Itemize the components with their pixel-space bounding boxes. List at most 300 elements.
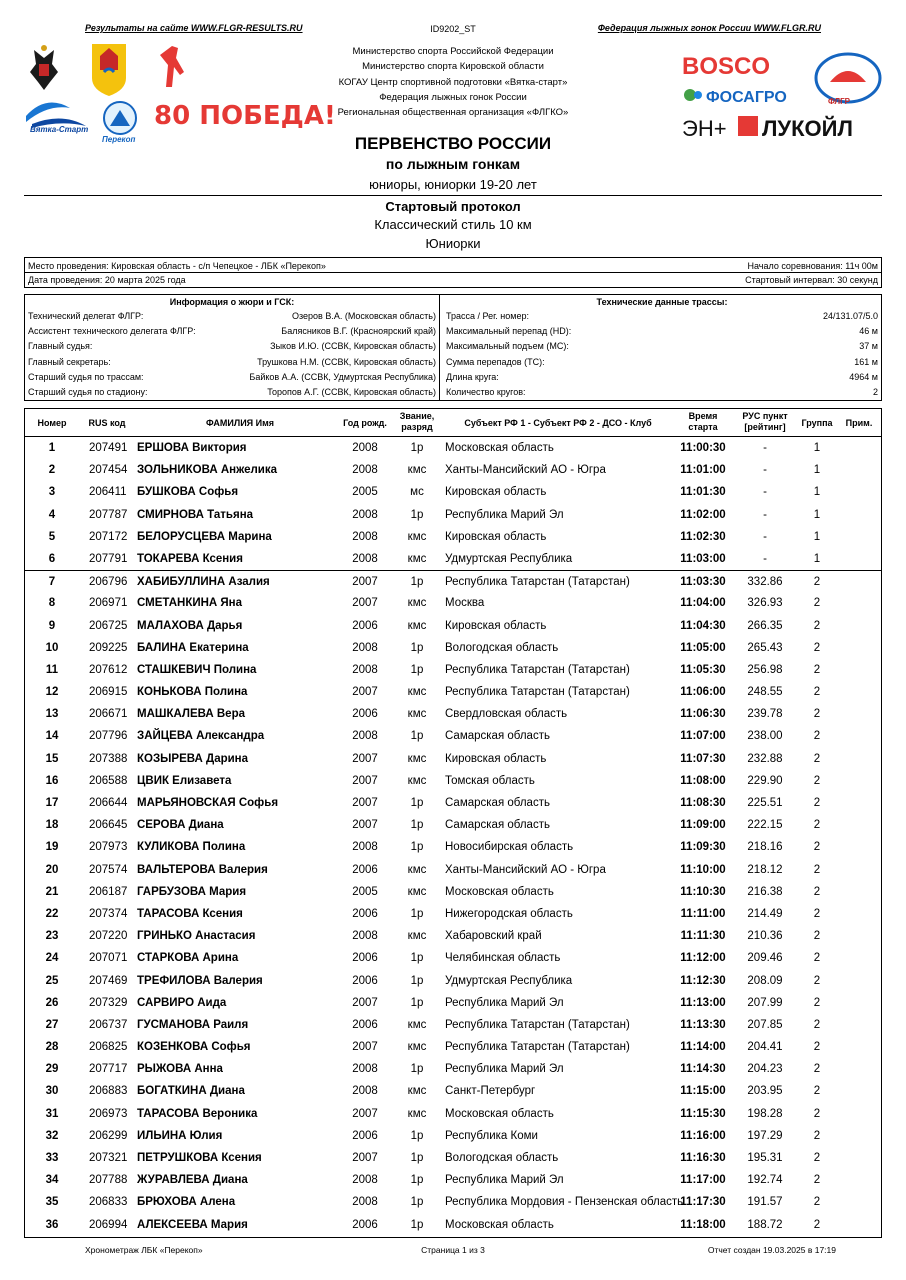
table-row [25,548,881,570]
jury-header: Информация о жюри и ГСК: [169,297,295,307]
row-group: 2 [813,797,821,809]
row-number: 15 [45,752,59,765]
row-name: СМИРНОВА Татьяна [137,508,254,521]
row-group: 2 [813,1041,821,1054]
row-group: 2 [813,1063,821,1076]
row-year: 2007 [352,686,378,699]
table-row [25,947,881,969]
table-row [25,725,881,747]
row-number: 2 [48,464,56,477]
row-region: Вологодская область [445,1152,559,1164]
track-row: Количество кругов: 2 [446,386,878,397]
race-group: Юниорки [425,236,481,251]
row-start-time: 11:08:30 [680,797,726,809]
row-rus-code: 206994 [89,1218,128,1231]
row-name: ГАРБУЗОВА Мария [137,885,247,898]
row-year: 2008 [352,841,378,854]
svg-text:ФЛГР: ФЛГР [828,97,851,106]
row-name: СТАРКОВА Арина [137,952,239,965]
en-plus-logo: ЭН+ [682,116,727,141]
row-rank: кмс [407,552,427,565]
row-rank: 1р [410,576,424,589]
row-rus-code: 206971 [89,597,128,610]
table-row [25,1036,881,1058]
row-rank: кмс [407,708,427,721]
row-group: 2 [813,1174,821,1187]
row-group: 2 [813,774,821,787]
row-region: Кировская область [445,619,547,632]
row-points: - [763,552,767,565]
row-start-time: 11:14:00 [680,1041,726,1054]
row-rank: кмс [407,1085,427,1098]
table-row [25,1214,881,1236]
jury-panel [25,295,440,400]
bosco-logo: BOSCO [682,53,771,80]
jury-and-track-info [24,294,882,401]
row-year: 2008 [352,1063,378,1076]
table-row [25,792,881,814]
row-start-time: 11:06:30 [680,708,726,721]
row-start-time: 11:02:30 [680,530,726,543]
row-year: 2007 [352,576,378,589]
row-rus-code: 206737 [89,1018,128,1031]
row-name: САРВИРО Аида [137,996,227,1009]
row-rus-code: 206645 [89,819,128,832]
row-points: - [763,442,767,454]
org-line: Министерство спорта Кировской области [362,61,544,73]
row-rank: 1р [410,1063,424,1076]
svg-text:ФОСАГРО: ФОСАГРО [706,89,787,106]
row-start-time: 11:03:00 [680,552,726,565]
row-year: 2008 [352,464,378,477]
row-year: 2006 [352,1018,378,1031]
row-name: ЗАЙЦЕВА Александра [137,730,265,743]
row-name: КОЗЫРЕВА Дарина [137,752,249,765]
row-rus-code: 207388 [89,752,128,765]
venue-date: Дата проведения: 20 марта 2025 года [28,275,186,285]
row-rank: 1р [410,641,424,654]
row-number: 11 [45,663,59,676]
row-start-time: 11:10:00 [680,863,726,876]
row-start-time: 11:07:00 [680,730,726,743]
row-region: Республика Мордовия - Пензенская область [445,1196,684,1209]
row-year: 2005 [352,486,378,499]
row-points: 198.28 [747,1107,783,1120]
row-year: 2008 [352,530,378,543]
row-region: Республика Татарстан (Татарстан) [445,663,630,676]
row-points: 248.55 [747,686,783,699]
victory-80-text: 80 ПОБЕДА! [154,101,336,131]
row-start-time: 11:04:30 [680,619,726,632]
row-group: 2 [813,907,821,920]
row-rus-code: 207220 [89,930,128,943]
row-region: Самарская область [445,797,550,809]
row-rank: кмс [407,619,427,632]
row-rus-code: 206187 [89,885,128,898]
event-title: ПЕРВЕНСТВО РОССИИ [354,134,552,153]
row-rank: кмс [407,597,427,610]
row-start-time: 11:15:30 [680,1107,726,1120]
row-points: 256.98 [747,663,783,676]
table-row [25,1058,881,1080]
table-row [25,1147,881,1169]
row-name: АЛЕКСЕЕВА Мария [137,1218,248,1231]
row-region: Удмуртская Республика [445,974,573,987]
row-region: Московская область [445,1218,554,1231]
row-points: 222.15 [747,819,783,832]
col-group: Группа [801,418,833,428]
row-region: Вологодская область [445,641,559,654]
svg-text:Вятка-Старт: Вятка-Старт [30,125,89,134]
row-points: - [763,530,767,543]
row-group: 2 [813,885,821,898]
row-group: 2 [813,1196,821,1209]
row-year: 2008 [352,730,378,743]
row-name: БЕЛОРУСЦЕВА Марина [137,530,272,543]
row-rank: кмс [407,464,427,477]
row-name: ТАРАСОВА Вероника [137,1107,258,1120]
row-points: 195.31 [747,1152,783,1164]
row-name: БАЛИНА Екатерина [137,641,249,654]
row-rank: 1р [410,1218,424,1231]
table-row [25,1014,881,1036]
table-row [25,1191,881,1213]
row-rank: 1р [410,442,424,454]
row-rus-code: 206915 [89,686,128,699]
row-rus-code: 207796 [89,730,128,743]
row-group: 1 [813,464,821,477]
row-region: Московская область [445,1107,554,1120]
track-header: Технические данные трассы: [596,297,728,307]
results-site-link[interactable]: Результаты на сайте WWW.FLGR-RESULTS.RU [85,23,303,33]
row-number: 25 [45,974,59,987]
row-group: 2 [813,1018,821,1031]
row-name: ГУСМАНОВА Раиля [137,1018,249,1031]
row-name: ЕРШОВА Виктория [137,442,247,454]
row-year: 2008 [352,442,378,454]
row-region: Санкт-Петербург [445,1085,536,1098]
row-start-time: 11:10:30 [680,885,726,898]
row-year: 2007 [352,819,378,832]
row-rus-code: 209225 [89,641,128,654]
row-name: ТОКАРЕВА Ксения [137,552,243,565]
row-start-time: 11:11:00 [680,907,726,920]
row-group: 1 [813,486,821,499]
row-name: КОЗЕНКОВА Софья [137,1041,251,1054]
table-row [25,437,881,459]
row-points: - [763,486,767,499]
footer-timing: Хронометраж ЛБК «Перекоп» [85,1245,203,1255]
protocol-title: Стартовый протокол [385,199,521,214]
row-start-time: 11:13:00 [680,996,726,1009]
row-region: Республика Татарстан (Татарстан) [445,1041,630,1054]
row-number: 16 [45,774,59,787]
race-style: Классический стиль 10 км [374,217,532,232]
row-rank: 1р [410,1196,424,1209]
event-subtitle: по лыжным гонкам [385,156,521,172]
table-row [25,1125,881,1147]
row-start-time: 11:16:30 [680,1152,726,1164]
row-region: Республика Коми [445,1129,538,1142]
fosagro-logo-icon [684,89,787,106]
row-name: БУШКОВА Софья [137,486,239,499]
start-interval: Стартовый интервал: 30 секунд [745,275,878,285]
row-rank: кмс [407,774,427,787]
row-start-time: 11:12:00 [680,952,726,965]
row-region: Челябинская область [445,952,561,965]
row-group: 2 [813,597,821,610]
col-note: Прим. [845,418,873,428]
row-region: Томская область [445,774,535,787]
row-points: 266.35 [747,619,783,632]
row-points: 192.74 [747,1174,783,1187]
row-start-time: 11:07:30 [680,752,726,765]
row-name: РЫЖОВА Анна [137,1063,223,1076]
row-group: 2 [813,1085,821,1098]
row-name: ВАЛЬТЕРОВА Валерия [137,863,268,876]
table-row [25,1080,881,1102]
table-row [25,681,881,703]
row-points: 332.86 [747,576,783,589]
document-id: ID9202_ST [430,24,476,34]
row-name: МАРЬЯНОВСКАЯ Софья [137,797,279,809]
row-start-time: 11:17:30 [680,1196,726,1209]
row-region: Ханты-Мансийский АО - Югра [445,464,606,477]
row-rank: 1р [410,1129,424,1142]
table-row [25,836,881,858]
row-rus-code: 207717 [89,1063,128,1076]
row-points: 229.90 [747,774,783,787]
track-row: Максимальный перепад (HD): 46 м [446,326,878,337]
row-number: 22 [45,907,59,920]
row-rank: 1р [410,952,424,965]
row-region: Московская область [445,885,554,898]
table-row [25,925,881,947]
row-points: 225.51 [747,797,783,809]
jury-row: Ассистент технического делегата ФЛГР: Балясников В.Г. (Красноярский край) [28,326,436,337]
row-rank: мс [410,486,424,499]
row-year: 2006 [352,974,378,987]
row-points: 218.16 [747,841,783,854]
row-rus-code: 207321 [89,1152,128,1164]
age-category: юниоры, юниорки 19-20 лет [369,177,537,192]
row-rank: 1р [410,974,424,987]
row-start-time: 11:08:00 [680,774,726,787]
jury-row: Старший судья по стадиону: Торопов А.Г. (ССВК, Кировская область) [28,386,436,397]
start-list-table [24,408,882,1238]
row-rus-code: 207787 [89,508,128,521]
row-rank: 1р [410,819,424,832]
row-start-time: 11:15:00 [680,1085,726,1098]
table-row [25,903,881,925]
table-row [25,659,881,681]
flgr-logo-icon [816,54,880,106]
row-name: КУЛИКОВА Полина [137,841,246,854]
row-points: 214.49 [747,907,783,920]
row-points: 218.12 [747,863,783,876]
row-points: 207.99 [747,996,783,1009]
row-rus-code: 207071 [89,952,128,965]
row-name: БОГАТКИНА Диана [137,1085,245,1098]
row-rus-code: 207791 [89,552,128,565]
row-name: БРЮХОВА Алена [137,1196,236,1209]
table-row [25,615,881,637]
row-year: 2006 [352,952,378,965]
row-points: - [763,508,767,521]
footer-page: Страница 1 из 3 [421,1245,485,1255]
table-row [25,703,881,725]
row-points: 203.95 [747,1085,783,1098]
org-line: Федерация лыжных гонок России [379,91,527,103]
row-group: 2 [813,730,821,743]
row-year: 2006 [352,619,378,632]
row-points: 239.78 [747,708,783,721]
row-rank: кмс [407,1018,427,1031]
row-number: 36 [45,1218,59,1231]
col-name: ФАМИЛИЯ Имя [205,418,275,428]
row-year: 2006 [352,708,378,721]
row-rank: 1р [410,996,424,1009]
row-start-time: 11:16:00 [680,1129,726,1142]
sponsor-logos [680,48,885,143]
row-rus-code: 206588 [89,774,128,787]
row-region: Свердловская область [445,708,568,721]
row-region: Республика Марий Эл [445,1063,564,1076]
row-group: 1 [813,508,821,521]
row-region: Хабаровский край [445,930,542,943]
row-points: 197.29 [747,1129,783,1142]
row-name: ИЛЬИНА Юлия [137,1129,223,1142]
row-group: 1 [813,552,821,565]
row-rank: кмс [407,752,427,765]
org-line: Министерство спорта Российской Федерации [352,46,554,57]
row-start-time: 11:18:00 [680,1218,726,1231]
svg-text:Перекоп: Перекоп [102,135,136,144]
table-row [25,504,881,526]
row-rus-code: 206725 [89,619,128,632]
venue-location: Место проведения: Кировская область - с/п Чепецкое - ЛБК «Перекоп» [28,261,326,271]
row-group: 2 [813,576,821,589]
row-year: 2008 [352,508,378,521]
track-row: Сумма перепадов (TC): 161 м [446,356,878,367]
row-rus-code: 206833 [89,1196,128,1209]
row-rus-code: 206973 [89,1107,128,1120]
row-rus-code: 206299 [89,1129,128,1142]
jury-row: Главный судья: Зыков И.Ю. (ССВК, Кировская область) [28,341,436,352]
row-rank: 1р [410,797,424,809]
table-row [25,814,881,836]
row-start-time: 11:01:30 [680,486,726,499]
footer-created: Отчет создан 19.03.2025 в 17:19 [707,1245,836,1255]
row-region: Московская область [445,442,554,454]
row-points: 232.88 [747,752,783,765]
table-header [25,409,881,437]
row-region: Москва [445,597,485,610]
col-no: Номер [37,418,67,428]
row-name: ТРЕФИЛОВА Валерия [137,974,263,987]
row-rus-code: 207612 [89,663,128,676]
row-points: 265.43 [747,641,783,654]
col-region: Субъект РФ 1 - Субъект РФ 2 - ДСО - Клуб [464,418,652,428]
row-group: 2 [813,1218,821,1231]
row-number: 3 [48,486,56,499]
row-start-time: 11:05:30 [680,663,726,676]
row-points: 204.23 [747,1063,783,1076]
row-points: 191.57 [747,1196,783,1209]
row-region: Республика Татарстан (Татарстан) [445,686,630,699]
row-start-time: 11:05:00 [680,641,726,654]
row-rank: кмс [407,885,427,898]
row-rank: 1р [410,841,424,854]
row-region: Удмуртская Республика [445,552,573,565]
row-number: 26 [45,996,59,1009]
row-rus-code: 206825 [89,1041,128,1054]
row-number: 19 [45,841,59,854]
table-body [25,437,881,1236]
row-group: 2 [813,641,821,654]
row-points: 209.46 [747,952,783,965]
row-number: 34 [45,1174,59,1187]
row-group: 2 [813,686,821,699]
row-rank: 1р [410,730,424,743]
table-row [25,637,881,659]
row-group: 2 [813,819,821,832]
row-group: 2 [813,663,821,676]
track-row: Трасса / Рег. номер: 24/131.07/5.0 [446,311,878,321]
row-region: Республика Марий Эл [445,1174,564,1187]
row-start-time: 11:17:00 [680,1174,726,1187]
row-year: 2006 [352,1129,378,1142]
row-rus-code: 207374 [89,907,128,920]
row-rank: кмс [407,530,427,543]
row-rus-code: 206671 [89,708,128,721]
table-row [25,570,881,592]
table-row [25,859,881,881]
row-rank: 1р [410,1152,424,1164]
row-rank: 1р [410,508,424,521]
row-points: 204.41 [747,1041,783,1054]
federation-site-link[interactable]: Федерация лыжных гонок России WWW.FLGR.RU [597,23,821,33]
row-name: СЕРОВА Диана [137,819,224,832]
row-points: 238.00 [747,730,783,743]
row-year: 2008 [352,1174,378,1187]
row-number: 7 [48,576,56,589]
row-rus-code: 206411 [89,486,127,499]
row-start-time: 11:02:00 [680,508,726,521]
row-group: 2 [813,930,821,943]
venue-info [24,257,882,288]
row-points: 188.72 [747,1218,783,1231]
row-year: 2008 [352,663,378,676]
row-rus-code: 207469 [89,974,128,987]
row-rus-code: 207574 [89,863,128,876]
row-rank: 1р [410,907,424,920]
row-year: 2007 [352,752,378,765]
row-group: 2 [813,1152,821,1164]
row-rus-code: 206883 [89,1085,128,1098]
row-name: ХАБИБУЛЛИНА Азалия [137,576,270,589]
row-rus-code: 207454 [89,464,128,477]
row-group: 2 [813,752,821,765]
col-points: РУС пункт [рейтинг] [742,411,788,432]
row-year: 2007 [352,996,378,1009]
row-region: Кировская область [445,530,547,543]
row-number: 12 [45,686,59,699]
track-row: Максимальный подъем (MC): 37 м [446,341,878,352]
row-number: 13 [45,708,59,721]
track-row: Длина круга: 4964 м [446,371,878,382]
row-group: 2 [813,1107,821,1120]
